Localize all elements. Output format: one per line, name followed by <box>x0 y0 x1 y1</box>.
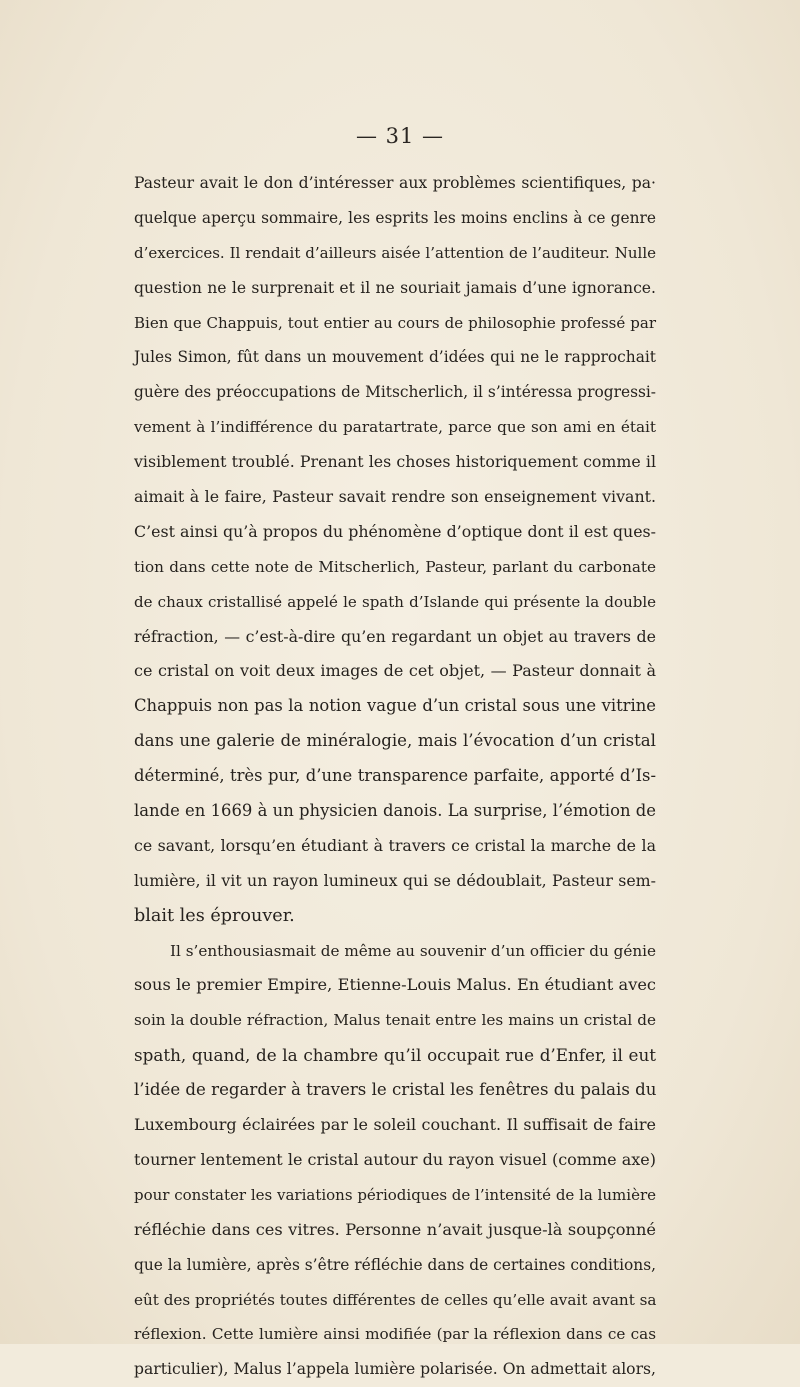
text-line: tion dans cette note de Mitscherlich, Pasteur, parlant du carbonate <box>134 557 656 576</box>
text-line: réflexion. Cette lumière ainsi modifiée (par la réflexion dans ce cas <box>134 1325 656 1344</box>
text-line: question ne le surprenait et il ne souriait jamais d’une ignorance. <box>134 278 656 297</box>
text-line: tourner lentement le cristal autour du rayon visuel (comme axe) <box>134 1149 656 1169</box>
text-line: Chappuis non pas la notion vague d’un cristal sous une vitrine <box>134 696 656 716</box>
text-line: aimait à le faire, Pasteur savait rendre son enseignement vivant. <box>134 487 656 507</box>
text-line: quelque aperçu sommaire, les esprits les moins enclins à ce genre <box>134 208 656 227</box>
text-line: dans une galerie de minéralogie, mais l’évocation d’un cristal <box>134 731 656 751</box>
text-line: spath, quand, de la chambre qu’il occupait rue d’Enfer, il eut <box>134 1045 656 1066</box>
text-line: Il s’enthousiasmait de même au souvenir d’un officier du génie <box>170 941 656 960</box>
text-line: particulier), Malus l’appela lumière polarisée. On admettait alors, <box>134 1360 656 1379</box>
text-line: Jules Simon, fût dans un mouvement d’idées qui ne le rapprochait <box>134 348 656 367</box>
text-line: déterminé, très pur, d’une transparence parfaite, apporté d’Is- <box>134 766 656 786</box>
text-line: de chaux cristallisé appelé le spath d’Islande qui présente la double <box>134 592 656 611</box>
text-line: vement à l’indifférence du paratartrate, parce que son ami en était <box>134 418 656 437</box>
text-line: Bien que Chappuis, tout entier au cours de philosophie professé par <box>134 313 656 332</box>
page-number: — 31 — <box>355 124 445 148</box>
text-line: ce cristal on voit deux images de cet objet, — Pasteur donnait à <box>134 661 656 681</box>
text-line: Pasteur avait le don d’intéresser aux problèmes scientifiques, pa· <box>134 174 656 192</box>
text-line: blait les éprouver. <box>134 905 295 926</box>
body-text <box>134 166 656 1387</box>
text-line: lumière, il vit un rayon lumineux qui se dédoublait, Pasteur sem- <box>134 870 656 890</box>
text-line: ce savant, lorsqu’en étudiant à travers ce cristal la marche de la <box>134 835 656 855</box>
text-line: que la lumière, après s’être réfléchie dans de certaines conditions, <box>134 1255 656 1274</box>
text-line: Luxembourg éclairées par le soleil couchant. Il suffisait de faire <box>134 1115 656 1135</box>
text-line: visiblement troublé. Prenant les choses historiquement comme il <box>134 452 656 472</box>
text-line: l’idée de regarder à travers le cristal les fenêtres du palais du <box>134 1080 657 1100</box>
text-line: lande en 1669 à un physicien danois. La surprise, l’émotion de <box>134 801 656 821</box>
text-line: réfraction, — c’est-à-dire qu’en regardant un objet au travers de <box>134 626 656 646</box>
text-line: soin la double réfraction, Malus tenait entre les mains un cristal de <box>134 1011 656 1030</box>
text-line: pour constater les variations périodiques de l’intensité de la lumière <box>134 1185 656 1204</box>
text-line: guère des préoccupations de Mitscherlich, il s’intéressa progressi- <box>134 383 656 402</box>
text-line: C’est ainsi qu’à propos du phénomène d’optique dont il est ques- <box>134 521 656 541</box>
text-line: sous le premier Empire, Etienne-Louis Malus. En étudiant avec <box>134 975 656 995</box>
text-line: réfléchie dans ces vitres. Personne n’avait jusque-là soupçonné <box>134 1219 656 1239</box>
text-line: eût des propriétés toutes différentes de celles qu’elle avait avant sa <box>134 1290 657 1309</box>
text-line: d’exercices. Il rendait d’ailleurs aisée l’attention de l’auditeur. Nulle <box>134 243 656 262</box>
